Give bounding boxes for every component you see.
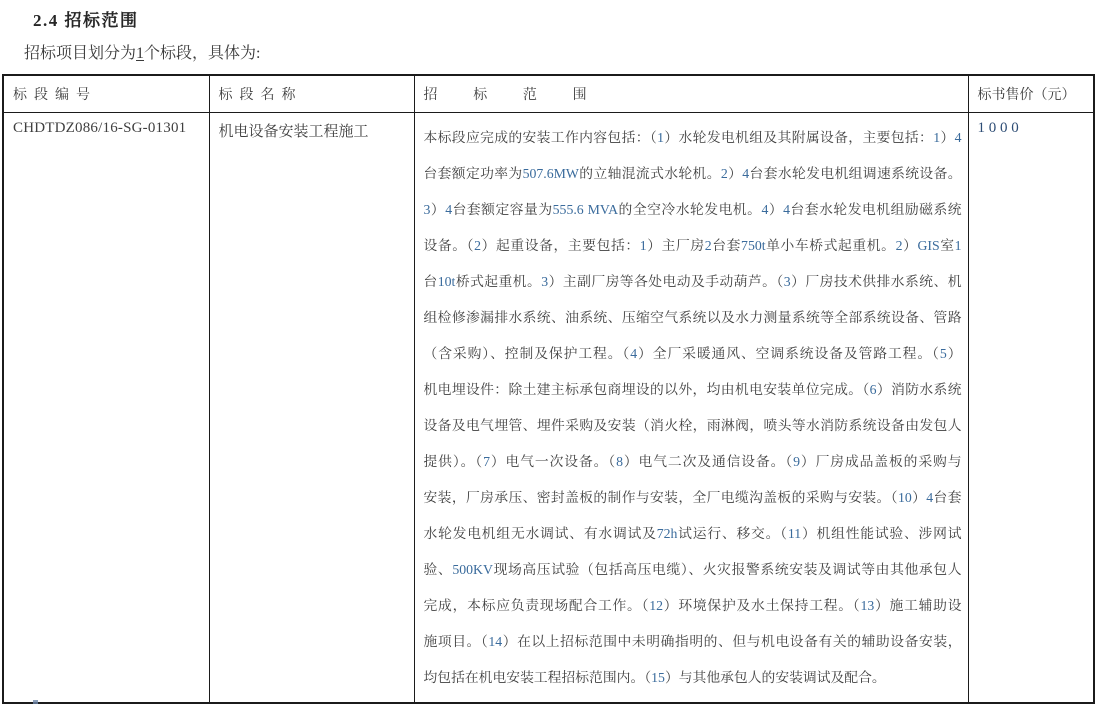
header-row [3,75,1094,113]
scope-text-line [424,156,962,192]
header-cell-section-no: 标段编号 [3,75,209,113]
cjk-text-run: ） [902,238,918,253]
latin-text-run: 1 [933,130,941,145]
latin-text-run: 13 [860,598,875,613]
cjk-text-run: 验、 [423,562,453,577]
section-number-cell: CHDTDZ086/16-SG-01301 [3,113,209,704]
latin-text-run: 11 [787,526,802,541]
cjk-text-run: （含采购）、控制及保护工程。（ [423,346,631,361]
cjk-text-run: ）电气二次及通信设备。（ [623,454,794,469]
header-cell-price: 标书售价（元） [968,75,1094,113]
cjk-text-run: 台套水轮发电机组调速系统设备。 [749,166,962,181]
latin-text-run: 6 [869,382,877,397]
scope-text-line [424,372,962,408]
cjk-text-run: 组检修渗漏排水系统、油系统、压缩空气系统以及水力测量系统等全部系统设备、管路 [423,310,962,325]
scope-text-line [424,624,962,660]
latin-text-run: 5 [939,346,947,361]
scope-text-line [424,300,962,336]
cjk-text-run: 提供）。（ [423,454,484,469]
latin-text-run: 9 [793,454,801,469]
tender-table [2,74,1095,704]
cjk-text-run: ）全厂采暖通风、空调系统设备及管路工程。（ [637,346,940,361]
latin-text-run: 2 [704,238,712,253]
scope-text-line [424,660,962,696]
scope-text-line [424,516,962,552]
latin-text-run: 4 [761,202,769,217]
latin-text-run: 4 [954,130,962,145]
latin-text-run: 15 [651,670,665,685]
latin-text-run: 12 [649,598,664,613]
latin-text-run: 507.6MW [522,166,579,181]
cjk-text-run: ）起重设备，主要包括： [481,238,640,253]
cjk-text-run: 设备。（ [423,238,475,253]
scope-cell [414,113,968,704]
scope-text-line [424,336,962,372]
cjk-text-run: ）水轮发电机组及其附属设备，主要包括： [664,130,934,145]
cjk-text-run: ）厂房技术供排水系统、机 [790,274,962,289]
cjk-text-run: 的全空冷水轮发电机。 [618,202,762,217]
header-cell-scope: 招标范围 [414,75,968,113]
latin-text-run: 8 [616,454,623,469]
intro-prefix: 招标项目划分为 [24,45,137,62]
latin-text-run: 3 [783,274,791,289]
scope-text-line [424,264,962,300]
cjk-text-run: 水轮发电机组无水调试、有水调试及 [423,526,657,541]
table-row [3,113,1094,704]
latin-text-run: 10 [897,490,912,505]
cjk-text-run: 均包括在机电安装工程招标范围内。（ [423,670,652,685]
cjk-text-run: 现场高压试验（包括高压电缆）、火灾报警系统安装及调试等由其他承包人 [492,562,962,577]
cut-off-footer-mark [33,700,38,704]
latin-text-run: 14 [488,634,503,649]
cjk-text-run: 的立轴混流式水轮机。 [578,166,721,181]
intro-suffix: 个标段，具体为: [144,45,261,62]
cjk-text-run: 台套水轮发电机组励磁系统 [790,202,962,217]
tender-table-header [3,75,1094,113]
section-heading: 2.4 招标范围 [33,11,139,30]
latin-text-run: 10t [437,274,456,289]
latin-text-run: 1 [657,130,665,145]
cjk-text-run: ）主副厂房等各处电动及手动葫芦。（ [548,274,784,289]
latin-text-run: 4 [742,166,750,181]
scope-text-line [424,552,962,588]
price-cell: 1 0 0 0 [968,113,1094,704]
latin-text-run: 2 [895,238,903,253]
cjk-text-run: 台套额定容量为 [452,202,553,217]
cjk-text-run: ） [430,202,446,217]
cjk-text-run: 设备及电气埋管、埋件采购及安装（消火栓，雨淋阀，喷头等水消防系统设备由发包人 [423,418,962,433]
latin-text-run: 4 [926,490,934,505]
latin-text-run: 2 [474,238,482,253]
intro-paragraph [24,40,260,63]
cjk-text-run: ）消防水系统 [876,382,962,397]
latin-text-run: 1 [639,238,647,253]
latin-text-run: GIS [917,238,940,253]
tender-table-body [3,113,1094,704]
cjk-text-run: ）机组性能试验、涉网试 [801,526,962,541]
latin-text-run: 750t [741,238,766,253]
latin-text-run: 2 [720,166,728,181]
cjk-text-run: ） [911,490,927,505]
scope-text-line [424,444,962,480]
latin-text-run: 500KV [452,562,493,577]
cjk-text-run: 施项目。（ [423,634,489,649]
latin-text-run: 4 [630,346,638,361]
cjk-text-run: 完成，本标应负责现场配合工作。（ [423,598,650,613]
scope-text-line [424,192,962,228]
cjk-text-run: 台 [423,274,438,289]
cjk-text-run: 单小车桥式起重机。 [765,238,896,253]
cjk-text-run: ）与其他承包人的安装调试及配合。 [664,670,886,685]
cjk-text-run: ）环境保护及水土保持工程。（ [663,598,861,613]
latin-text-run: 72h [656,526,678,541]
cjk-text-run: ） [727,166,743,181]
cjk-text-run: ） [946,346,962,361]
latin-text-run: 7 [483,454,490,469]
scope-text-line [424,408,962,444]
intro-underlined-count: 1 [136,45,145,62]
latin-text-run: 4 [445,202,453,217]
cjk-text-run: 桥式起重机。 [455,274,542,289]
cjk-text-run: ）主厂房 [646,238,705,253]
cjk-text-run: ）厂房成品盖板的采购与 [800,454,962,469]
cjk-text-run: ）施工辅助设 [874,598,962,613]
latin-text-run: 3 [541,274,549,289]
scope-text-line [424,120,962,156]
section-name-cell: 机电设备安装工程施工 [209,113,414,704]
scope-text-line [424,588,962,624]
cjk-text-run: 台套 [711,238,742,253]
cjk-text-run: ）电气一次设备。（ [490,454,617,469]
cjk-text-run: ） [768,202,784,217]
cjk-text-run: 安装，厂房承压、密封盖板的制作与安装，全厂电缆沟盖板的采购与安装。（ [423,490,898,505]
cjk-text-run: 本标段应完成的安装工作内容包括：（ [423,130,658,145]
latin-text-run: 555.6 MVA [552,202,619,217]
scope-text-line [424,480,962,516]
cjk-text-run: 试运行、移交。（ [677,526,788,541]
latin-text-run: 4 [783,202,791,217]
header-cell-section-name: 标段名称 [209,75,414,113]
cjk-text-run: 室 [939,238,955,253]
cjk-text-run: 台套额定功率为 [423,166,523,181]
cjk-text-run: 台套 [933,490,962,505]
cjk-text-run: ）在以上招标范围中未明确指明的、但与机电设备有关的辅助设备安装， [502,634,962,649]
scope-text-line [424,228,962,264]
cjk-text-run: 机电埋设件：除土建主标承包商埋设的以外，均由机电安装单位完成。（ [423,382,870,397]
latin-text-run: 1 [954,238,962,253]
cjk-text-run: ） [940,130,955,145]
latin-text-run: 3 [423,202,431,217]
